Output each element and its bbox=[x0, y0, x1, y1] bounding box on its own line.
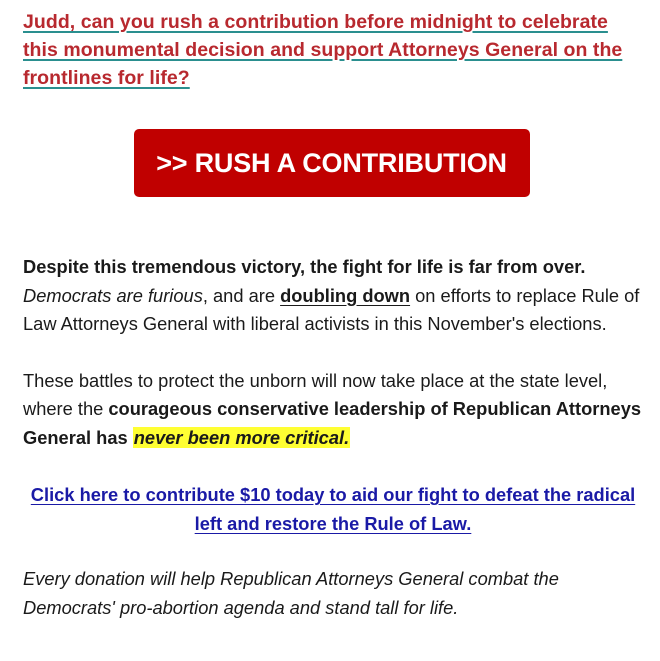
paragraph2-text-a: These battles to protect the unborn will now take place at the state level, where the bbox=[23, 369, 608, 419]
contribute-10-link[interactable]: Click here to contribute $10 today to aid our fight to defeat the radical left and restore the Rule of Law. bbox=[30, 484, 636, 534]
doubling-down-phrase: doubling down bbox=[280, 284, 411, 306]
paragraph-battles bbox=[23, 367, 643, 453]
never-more-critical-highlight: never been more critical. bbox=[133, 426, 350, 448]
cta-row bbox=[23, 129, 643, 197]
paragraph-victory bbox=[23, 253, 643, 339]
email-body bbox=[23, 8, 643, 622]
paragraph1-text-b: on efforts to replace Rule of Law Attorneys General with liberal activists in this November's elections. bbox=[23, 284, 640, 334]
paragraph-donation: Every donation will help Republican Attorneys General combat the Democrats' pro-abortion agenda and stand tall for life. bbox=[23, 568, 559, 618]
paragraph1-text-a: , and are bbox=[202, 284, 281, 306]
paragraph2-separator bbox=[128, 427, 133, 448]
democrats-furious-phrase: Democrats are furious bbox=[23, 284, 203, 306]
leadership-bold-phrase: courageous conservative leadership of Republican Attorneys General has bbox=[23, 398, 642, 448]
victory-bold-lead: Despite this tremendous victory, the fight for life is far from over. bbox=[23, 256, 586, 277]
rush-contribution-button[interactable]: >> RUSH A CONTRIBUTION bbox=[134, 129, 530, 197]
headline-link[interactable]: Judd, can you rush a contribution before midnight to celebrate this monumental decision and support Attorneys General on the frontlines for life? bbox=[23, 11, 623, 89]
contribute-link-block bbox=[23, 481, 643, 538]
